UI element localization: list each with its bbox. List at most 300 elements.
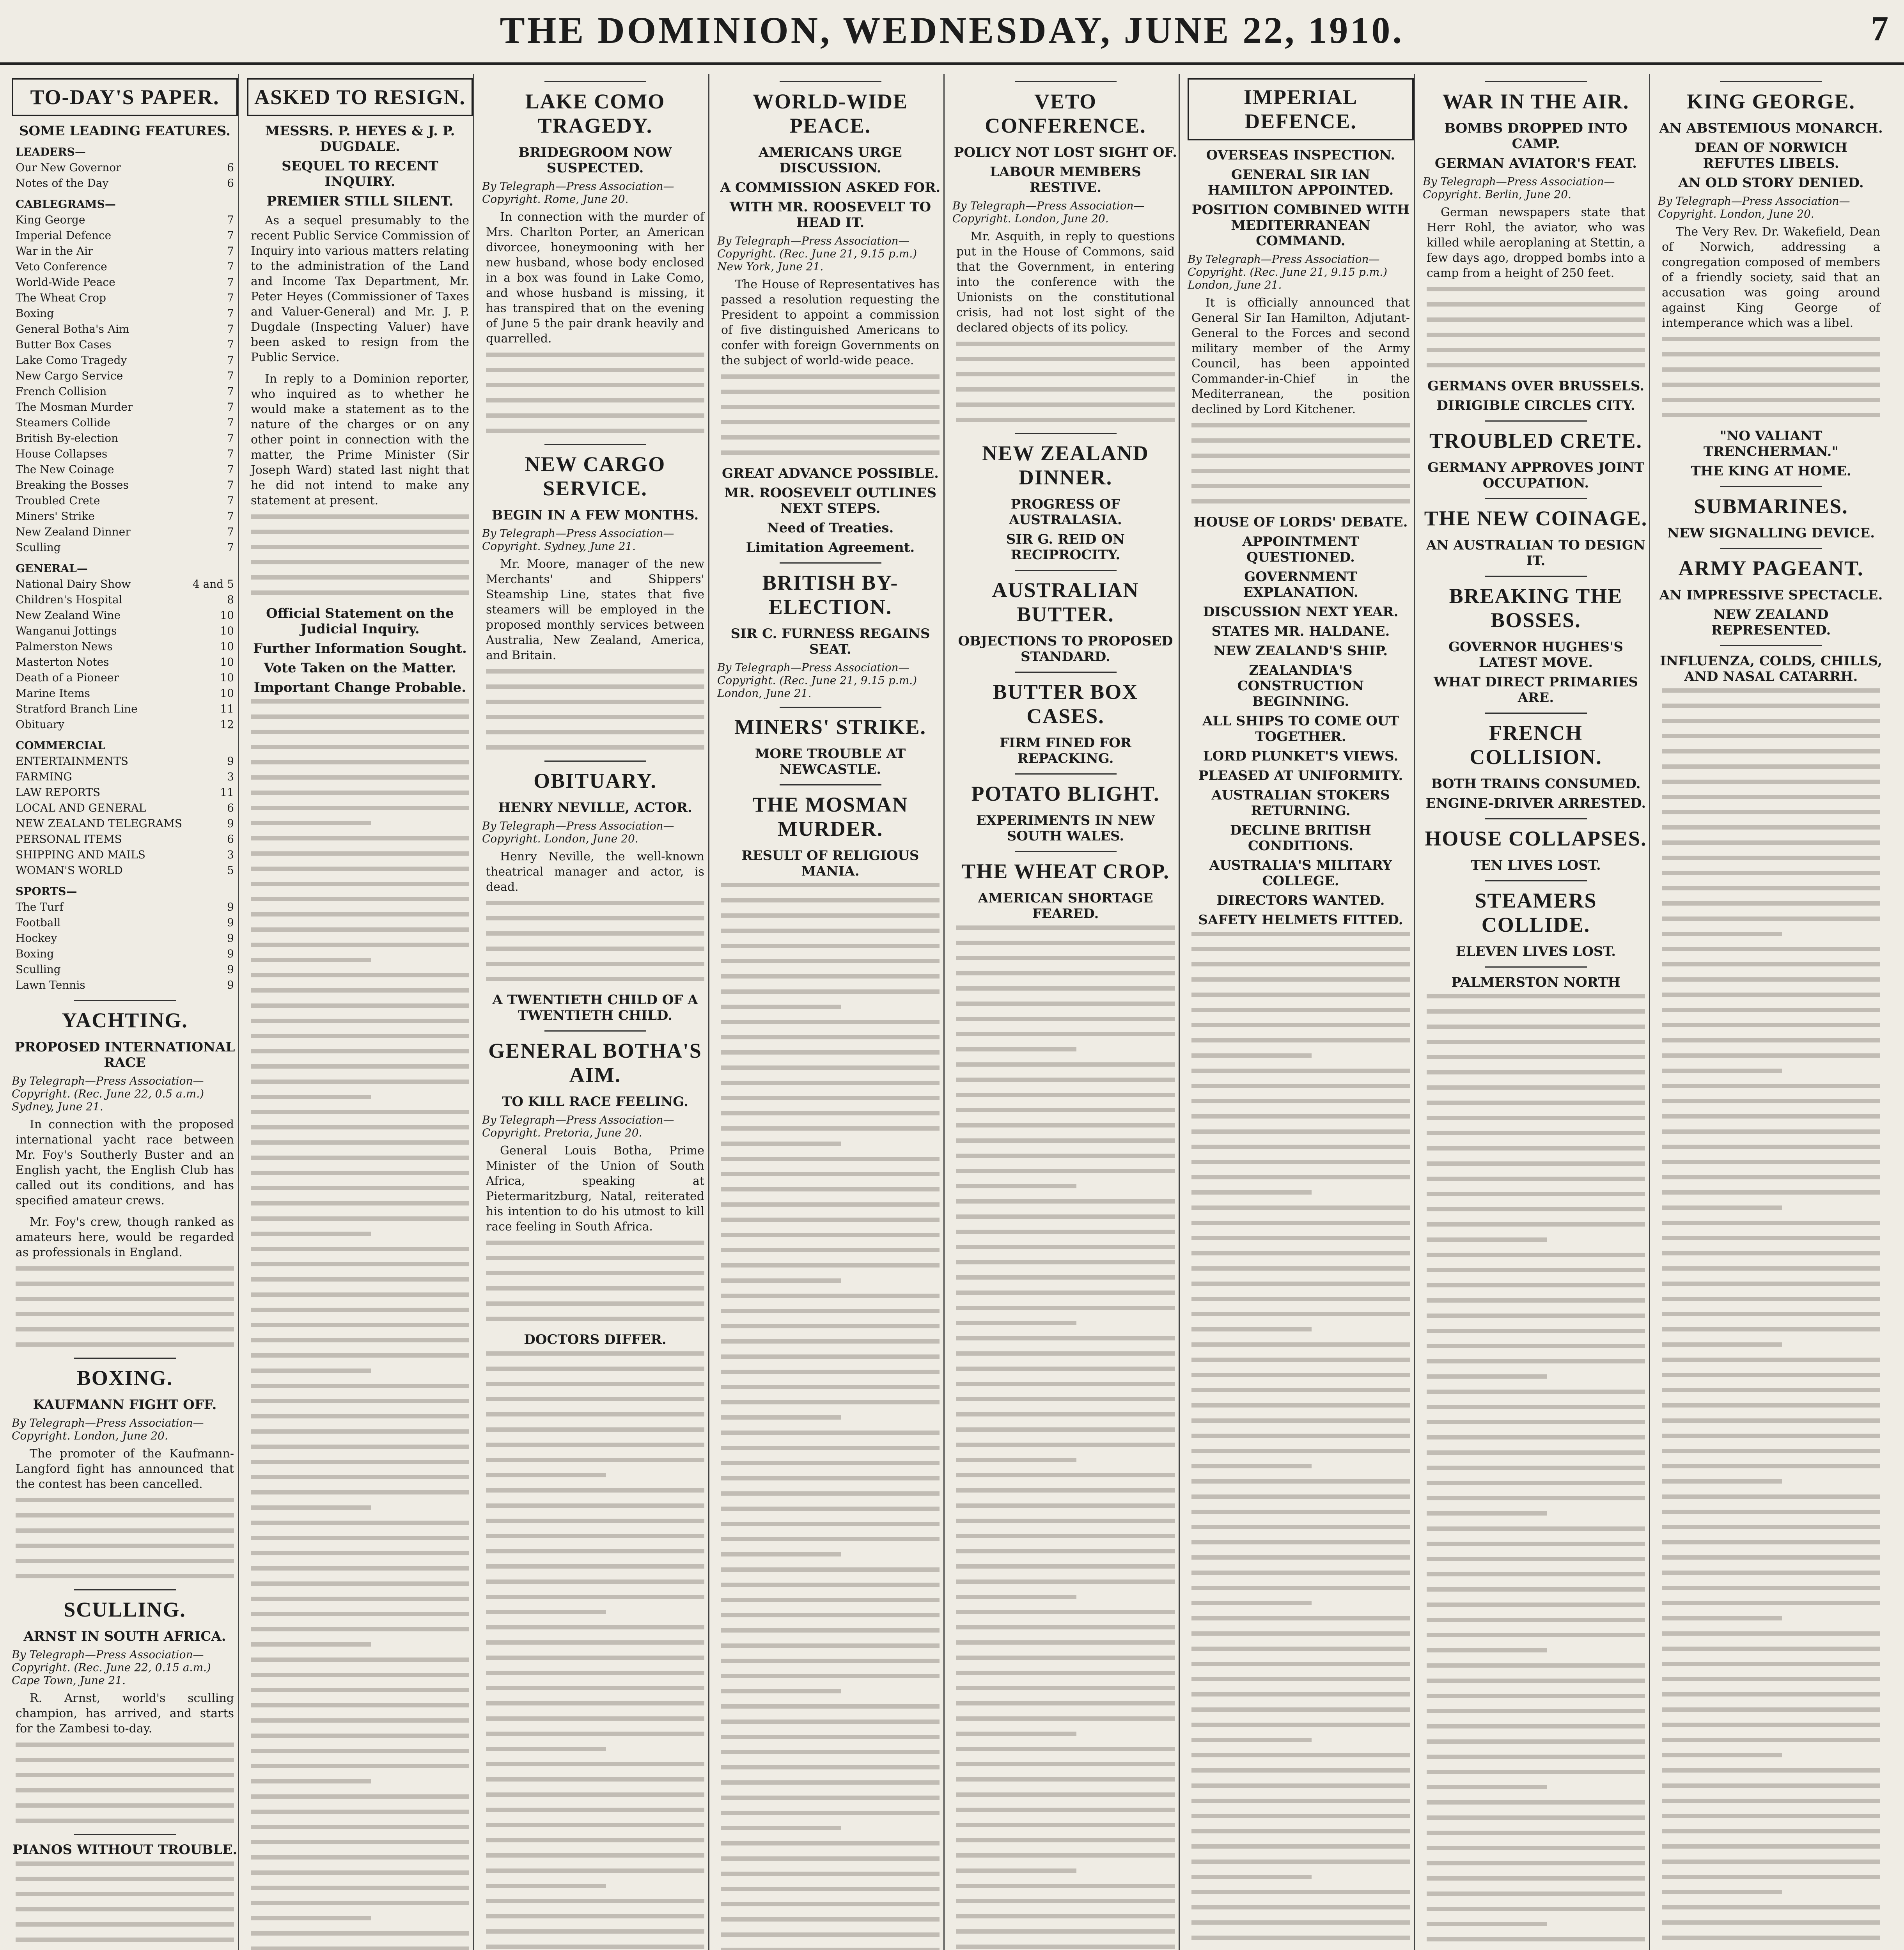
text-line [486,1838,704,1842]
text-line [486,1412,704,1416]
subheadline: AUSTRALIAN STOKERS RETURNING. [1211,787,1390,819]
text-line [16,1743,234,1747]
index-label: Veto Conference [16,260,107,273]
index-page: 7 [227,494,234,507]
index-label: Sculling [16,963,61,976]
text-line [721,1476,940,1480]
text-line [956,1610,1175,1614]
text-line [721,1324,940,1328]
text-line [1662,901,1880,906]
column [1188,74,1415,1950]
index-row [16,477,234,493]
text-line [721,1172,940,1176]
columns-area [12,74,1895,1950]
text-line [1427,1526,1645,1531]
text-line [251,1536,469,1540]
text-line [1427,1390,1645,1394]
text-line [1191,1114,1410,1119]
headline: STEAMERS COLLIDE. [1475,889,1597,936]
headline: ARMY PAGEANT. [1678,557,1864,580]
text-line [1662,1236,1880,1240]
text-line [1662,1829,1880,1833]
index-page: 7 [227,276,234,289]
index-row [16,306,234,321]
text-line [956,1427,1175,1432]
divider [74,1358,176,1359]
text-line [1191,1814,1410,1818]
text-line [251,1429,469,1434]
index-page: 7 [227,229,234,242]
text-line [1191,1662,1410,1666]
index-page: 3 [227,848,234,861]
text-line [1191,1266,1410,1271]
index-row [16,946,234,962]
index-row [16,592,234,608]
text-line [1662,993,1880,997]
text-line [956,1595,1076,1599]
text-line [486,1929,704,1934]
text-line [1662,1084,1880,1088]
column [482,74,709,1950]
text-line [486,353,704,357]
headline: WORLD-WIDE PEACE. [752,90,908,137]
text-line [1662,810,1880,814]
text-line [486,1640,704,1645]
text-line [721,1613,940,1617]
text-line [956,1549,1175,1553]
text-line [251,1003,469,1008]
index-row [16,847,234,863]
index-row [16,462,234,477]
text-line [956,1291,1175,1295]
text-line [1662,856,1880,860]
text-line [721,1035,940,1039]
text-line [721,913,940,918]
text-line [956,1853,1175,1858]
text-line [16,1342,234,1347]
body-text-lines [1191,423,1410,503]
text-line [1662,1342,1782,1347]
text-line [16,1803,234,1808]
text-line [486,962,704,966]
subheadline: ALL SHIPS TO COME OUT TOGETHER. [1202,713,1399,745]
text-line [251,1505,371,1510]
text-line [486,684,704,689]
index-page: 9 [227,963,234,976]
body-text-lines [721,374,940,455]
text-line [956,342,1175,346]
text-line [1427,1207,1645,1211]
index-label: The Turf [16,901,64,913]
text-line [721,1887,940,1891]
article-body [1662,224,1880,331]
text-line [251,530,469,534]
subheadline: A COMMISSION ASKED FOR. [720,180,941,195]
divider [780,707,881,708]
text-line [1191,1358,1410,1362]
subheadline: PROGRESS OF AUSTRALASIA. [1009,496,1122,528]
text-line [1191,1738,1312,1742]
text-line [1191,1221,1410,1225]
text-line [251,1019,469,1023]
paragraph: General Louis Botha, Prime Minister of the Union of South Africa, speaking at Pietermaritzburg, Natal, reiterated his intention to do his utmost to kill race feeling in South Africa. [486,1144,704,1234]
text-line [1191,1494,1410,1499]
index-page: 9 [227,901,234,913]
text-line [1191,423,1410,427]
text-line [721,1065,940,1070]
text-line [956,1473,1175,1477]
text-line [1662,825,1880,830]
text-line [956,1412,1175,1416]
index-label: Sculling [16,541,61,554]
index-row [16,623,234,639]
headline: WAR IN THE AIR. [1442,90,1629,113]
text-line [721,1202,940,1207]
text-line [251,1262,469,1266]
text-line [251,1581,469,1586]
subheadline: GERMANS OVER BRUSSELS. [1427,378,1645,394]
text-line [1662,749,1880,753]
paragraph: R. Arnst, world's sculling champion, has arrived, and starts for the Zambesi to-day. [16,1691,234,1736]
headline: BRITISH BY-ELECTION. [762,571,899,619]
index-label: Death of a Pioneer [16,671,119,684]
dateline: By Telegraph—Press Association—Copyright. Rome, June 20. [482,180,674,206]
paragraph: In connection with the proposed international yacht race between Mr. Foy's Southerly Buster and an English yacht, the English Club has called out its conditions, and has specified amateur crews. [16,1118,234,1207]
text-line [1191,1707,1410,1712]
body-text-lines [1662,337,1880,417]
text-line [16,1327,234,1331]
text-line [1191,1190,1312,1195]
index-page: 12 [220,718,234,731]
text-line [16,1773,234,1777]
subheadline: GERMAN AVIATOR'S FEAT. [1434,156,1637,171]
text-line [486,977,704,981]
text-line [1662,1616,1782,1620]
body-text-lines [1427,287,1645,367]
text-line [251,575,469,580]
text-line [486,1534,704,1538]
column [12,74,239,1950]
text-line [721,420,940,424]
text-line [721,1796,940,1800]
text-line [1427,1892,1645,1896]
page-number: 7 [1871,9,1888,48]
index-row [16,608,234,623]
text-line [1427,1131,1645,1135]
contents-index [16,561,234,732]
index-page: 7 [227,541,234,554]
index-label: British By-election [16,432,119,445]
subheadline: DEAN OF NORWICH REFUTES LIBELS. [1695,140,1847,171]
index-row [16,243,234,259]
index-row [16,540,234,555]
article-body [16,1691,234,1736]
text-line [251,1216,469,1221]
subheadline: OVERSEAS INSPECTION. [1206,147,1395,163]
headline: NEW ZEALAND DINNER. [982,441,1149,489]
text-line [1662,962,1880,966]
text-line [721,1187,940,1191]
text-line [1427,363,1645,367]
text-line [251,1658,469,1662]
index-label: Hockey [16,932,57,945]
headline: SCULLING. [64,1598,186,1621]
body-text-lines [16,1266,234,1347]
text-line [251,1323,469,1327]
text-line [16,1938,234,1942]
text-line [486,413,704,418]
subheadline: GERMANY APPROVES JOINT OCCUPATION. [1427,460,1644,491]
subheadline: EXPERIMENTS IN NEW SOUTH WALES. [976,813,1155,844]
text-line [1427,1298,1645,1303]
text-line [1662,1038,1880,1042]
text-line [251,912,469,916]
text-line [251,1064,469,1069]
text-line [486,1286,704,1291]
text-line [956,1701,1175,1705]
text-line [1427,1481,1645,1485]
text-line [251,1460,469,1464]
contents-index [16,197,234,555]
text-line [1191,1053,1312,1058]
text-line [956,1777,1175,1782]
index-label: Palmerston News [16,640,113,653]
text-line [1662,1631,1880,1636]
text-line [1427,317,1645,322]
text-line [251,1703,469,1707]
body-text-lines [1191,932,1410,1950]
text-line [1662,1723,1880,1727]
text-line [1191,1799,1410,1803]
subheadline: TO KILL RACE FEELING. [502,1094,688,1110]
text-line [956,1716,1175,1721]
text-line [251,821,371,825]
text-line [721,1507,940,1511]
index-row [16,259,234,275]
subheadline: AN ABSTEMIOUS MONARCH. [1659,121,1883,136]
text-line [1662,1434,1880,1438]
text-line [956,986,1175,991]
text-line [1662,1601,1880,1605]
text-line [16,1788,234,1792]
text-line [1427,1009,1645,1014]
headline: FRENCH COLLISION. [1470,721,1602,769]
text-line [721,1780,940,1785]
text-line [956,1732,1076,1736]
text-line [956,1868,1076,1873]
text-line [486,1823,704,1827]
text-line [251,699,469,704]
text-line [251,882,469,886]
text-line [1427,994,1645,998]
text-line [1427,1314,1645,1318]
text-line [251,1475,469,1479]
dateline: By Telegraph—Press Association—Copyright. London, June 20. [1658,195,1850,220]
text-line [1662,764,1880,769]
index-section: CABLEGRAMS— [16,198,116,211]
text-line [721,1765,940,1769]
index-row [16,493,234,509]
text-line [251,1901,469,1905]
headline: BREAKING THE BOSSES. [1449,584,1623,632]
text-line [956,1792,1175,1797]
text-line [721,1233,940,1237]
text-line [1662,1844,1880,1849]
index-row [16,800,234,816]
index-row [16,899,234,915]
newspaper-title: THE DOMINION, WEDNESDAY, JUNE 22, 1910. [500,9,1404,51]
index-row [16,831,234,847]
index-label: Football [16,916,61,929]
text-line [486,1792,704,1797]
text-line [1662,1205,1782,1210]
text-line [251,1445,469,1449]
text-line [1191,1008,1410,1012]
text-line [1191,993,1410,997]
text-line [956,1367,1175,1371]
paragraph: In reply to a Dominion reporter, who inquired as to whether he would make a statement as to the nature of the charges or on any other point in connection with the matter, the Prime Minister (Sir Joseph Ward) stated last night that he did not intend to make any statement at present. [251,372,469,507]
contents-index [16,884,234,993]
index-page: 6 [227,833,234,846]
text-line [1662,1814,1880,1818]
text-line [721,1811,940,1815]
text-line [1427,1268,1645,1272]
divider [544,760,646,762]
text-line [721,1567,940,1572]
divider [1015,433,1117,434]
text-line [251,1384,469,1388]
text-line [1191,1449,1410,1453]
text-line [1427,1025,1645,1029]
text-line [721,974,940,979]
dateline: By Telegraph—Press Association—Copyright. Sydney, June 21. [482,527,674,553]
text-line [486,1256,704,1260]
text-line [721,1583,940,1587]
text-line [721,1704,940,1709]
index-label: Lake Como Tragedy [16,354,127,367]
headline: THE NEW COINAGE. [1424,507,1648,530]
text-line [251,714,469,719]
index-row [16,384,234,399]
text-line [1662,1662,1880,1666]
text-line [1662,1160,1880,1164]
index-page: 7 [227,323,234,335]
text-line [251,1049,469,1053]
text-line [721,1081,940,1085]
paragraph: In connection with the murder of Mrs. Charlton Porter, an American divorcee, honeymooning with her new husband, whose body enclosed in a box was found in Lake Como, and whose husband is missing, it has transpired that on the evening of June 5 the pair drank heavily and quarrelled. [486,210,704,346]
index-row [16,576,234,592]
index-section: SPORTS— [16,885,77,898]
divider [544,444,646,445]
index-row [16,977,234,993]
body-text-lines [486,901,704,981]
index-row [16,962,234,977]
subheadline: AUSTRALIA'S MILITARY COLLEGE. [1209,858,1392,889]
index-row [16,753,234,769]
text-line [956,1656,1175,1660]
text-line [16,1513,234,1517]
text-line [251,836,469,840]
text-line [956,1047,1076,1051]
text-line [1662,1586,1880,1590]
text-line [1191,1555,1410,1560]
divider [1485,81,1587,82]
index-label: Breaking the Bosses [16,479,129,491]
text-line [251,1597,469,1601]
text-line [1662,947,1880,951]
headline: BOXING. [76,1366,173,1390]
text-line [1662,1860,1880,1864]
text-line [956,1808,1175,1812]
index-label: General Botha's Aim [16,323,129,335]
subheadline: BOMBS DROPPED INTO CAMP. [1444,121,1627,152]
text-line [1662,1647,1880,1651]
text-line [16,1877,234,1881]
headline: KING GEORGE. [1686,90,1856,113]
text-line [721,1157,940,1161]
text-line [251,1247,469,1251]
subheadline: MESSRS. P. HEYES & J. P. DUGDALE. [265,123,455,154]
text-line [721,1932,940,1937]
text-line [1191,1342,1410,1347]
text-line [721,1750,940,1754]
text-line [1427,1374,1547,1379]
text-line [1662,1266,1880,1271]
index-page: 10 [220,687,234,700]
text-line [1662,367,1880,372]
paragraph: The House of Representatives has passed a resolution requesting the President to appoint a commission of five distinguished Americans to confer with foreign Governments on the subject of world-wide peace. [721,278,940,367]
article-body [1191,295,1410,417]
text-line [1191,1920,1410,1925]
text-line [1191,1510,1410,1514]
text-line [956,941,1175,945]
text-line [16,1266,234,1271]
subheadline: DECLINE BRITISH CONDITIONS. [1230,823,1371,854]
text-line [1427,348,1645,352]
subheadline: NEW ZEALAND'S SHIP. [1213,643,1388,659]
index-page: 7 [227,510,234,523]
text-line [486,1458,704,1462]
text-line [1662,1510,1880,1514]
text-line [721,959,940,963]
text-line [721,1354,940,1359]
text-line [956,1230,1175,1234]
text-line [251,927,469,932]
paragraph: German newspapers state that Herr Rohl, the aviator, who was killed while aeroplaning at Stettin, a few days ago, dropped bombs into a camp from a height of 250 feet. [1427,206,1645,280]
text-line [1427,1192,1645,1196]
text-line [1662,1449,1880,1453]
text-line [1662,1936,1880,1940]
text-line [721,1142,841,1146]
index-page: 7 [227,291,234,304]
text-line [251,1673,469,1677]
article-body [251,213,469,508]
text-line [251,1946,469,1950]
text-line [721,1948,940,1950]
text-line [1662,1190,1880,1195]
text-line [1191,1677,1410,1681]
dateline: By Telegraph—Press Association—Copyright. (Rec. June 22, 0.5 a.m.) Sydney, June 21. [12,1074,204,1113]
subheadline: PREMIER STILL SILENT. [266,193,454,209]
index-row [16,368,234,384]
index-label: The Wheat Crop [16,291,106,304]
text-line [1191,1236,1410,1240]
text-line [956,1580,1175,1584]
text-line [1427,1070,1645,1074]
text-line [1662,704,1880,708]
index-label: World-Wide Peace [16,276,115,289]
text-line [251,1886,469,1890]
